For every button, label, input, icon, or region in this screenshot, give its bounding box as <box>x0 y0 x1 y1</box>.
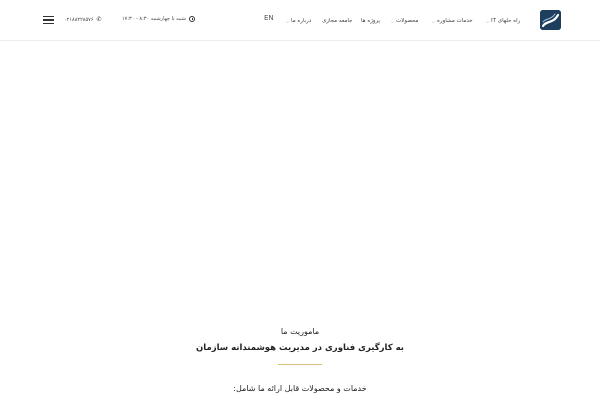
nav-item-community[interactable] <box>322 15 353 27</box>
nav-item-label: پروژه ها <box>361 18 381 24</box>
nav-item-label: محصولات <box>396 18 419 24</box>
menu-icon[interactable] <box>43 16 54 24</box>
language-switch[interactable]: EN <box>264 14 274 22</box>
nav-item-projects[interactable] <box>361 15 380 27</box>
working-hours-text: شنبه تا چهارشنبه ۸:۳۰ - ۱۷:۳۰ <box>122 16 186 22</box>
services-heading: خدمات و محصولات قابل ارائه ما شامل: <box>233 384 367 393</box>
nav-item-label: راه حلهای IT <box>491 18 521 24</box>
phone-icon: ✆ <box>96 16 102 23</box>
nav-item-products[interactable] <box>391 15 418 27</box>
nav-item-label: درباره ما <box>291 18 312 24</box>
nav-item-it-solutions[interactable] <box>486 15 520 27</box>
clock-icon <box>189 16 195 22</box>
phone-number: ۰۲۱۸۸۲۲۸۵۷۶ <box>64 16 94 23</box>
chevron-down-icon: ⌵ <box>391 18 395 24</box>
mission-title: ماموریت ما <box>280 327 320 336</box>
logo-mark-icon <box>540 10 561 30</box>
logo[interactable] <box>540 10 561 30</box>
chevron-down-icon: ⌵ <box>432 18 436 24</box>
nav-item-consulting[interactable] <box>432 15 473 27</box>
phone-link[interactable] <box>64 16 102 23</box>
divider <box>278 364 322 365</box>
working-hours <box>122 16 195 22</box>
mission-subtitle: به کارگیری فناوری در مدیریت هوشمندانه سازمان <box>196 343 404 353</box>
site-header <box>0 0 600 41</box>
chevron-down-icon: ⌵ <box>486 18 490 24</box>
chevron-down-icon: ⌵ <box>286 18 290 24</box>
nav-item-about[interactable] <box>286 15 311 27</box>
nav-item-label: خدمات مشاوره <box>437 18 473 24</box>
nav-item-label: جامعه مجازی <box>322 18 353 24</box>
